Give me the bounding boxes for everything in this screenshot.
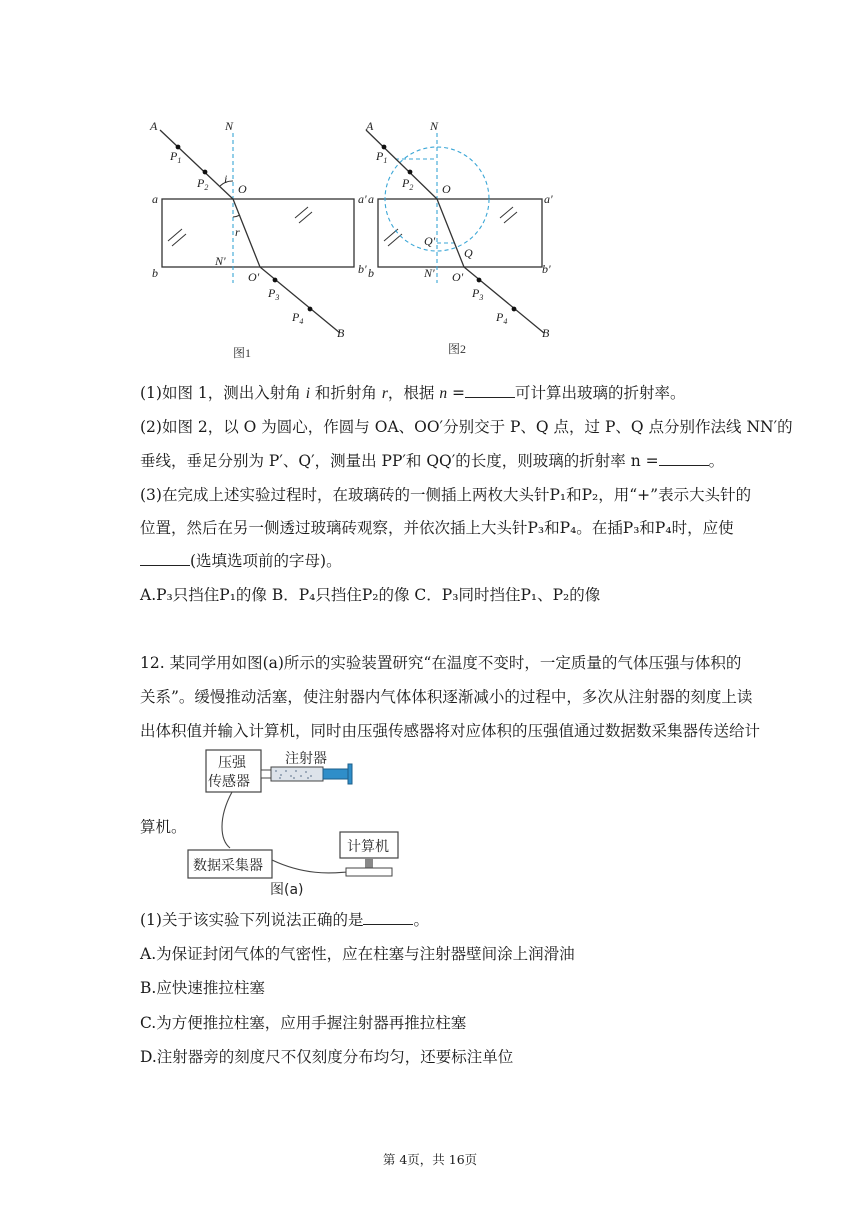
svg-text:a': a': [358, 192, 367, 206]
figure-1-caption: 图1: [233, 346, 252, 360]
svg-text:P4: $P_4$: [496, 310, 508, 326]
q11-part2-line1: (2)如图 2，以 O 为圆心，作圆与 OA、OO′分别交于 P、Q 点，过 P、Q 点分别作法线 NN′的: [140, 418, 793, 436]
svg-text:数据采集器: 数据采集器: [193, 858, 263, 874]
q12-line1: 12. 某同学用如图(a)所示的实验装置研究“在温度不变时，一定质量的气体压强与体积的: [140, 654, 742, 672]
q12-option-d: D.注射器旁的刻度尺不仅刻度分布均匀，还要标注单位: [140, 1048, 514, 1066]
svg-text:b': b': [358, 262, 367, 276]
light-ray: [366, 130, 544, 333]
q12-option-a: A.为保证封闭气体的气密性，应在柱塞与注射器壁间涂上润滑油: [140, 945, 575, 963]
svg-text:B: B: [337, 326, 345, 340]
q12-line2: 关系”。缓慢推动活塞，使注射器内气体体积逐渐减小的过程中，多次从注射器的刻度上读: [140, 688, 753, 706]
svg-text:b: b: [368, 266, 374, 280]
svg-text:N': N': [424, 266, 435, 280]
svg-text:P3: $P_3$: [472, 286, 484, 302]
q12-line3: 出体积值并输入计算机，同时由压强传感器将对应体积的压强值通过数据数采集器传送给计: [140, 722, 761, 740]
svg-text:压强: 压强: [218, 755, 246, 771]
svg-text:b': b': [542, 262, 551, 276]
figure-a-apparatus: [180, 748, 410, 898]
svg-text:P3: $P_3$: [268, 286, 280, 302]
svg-text:P2: $P_2$: [197, 176, 209, 192]
svg-text:P4: $P_4$: [292, 310, 304, 326]
svg-text:r: r: [235, 225, 240, 239]
svg-text:传感器: 传感器: [208, 774, 250, 790]
q11-part3-line2: 位置，然后在另一侧透过玻璃砖观察，并依次插上大头针P₃和P₄。在插P₃和P₄时，应使: [140, 519, 734, 537]
svg-text:B: B: [542, 326, 550, 340]
svg-text:注射器: 注射器: [285, 751, 327, 767]
svg-text:a: a: [368, 192, 374, 206]
svg-text:a': a': [544, 192, 553, 206]
svg-text:O': O': [248, 270, 260, 284]
figure-2-caption: 图2: [448, 342, 467, 356]
syringe: [271, 767, 323, 781]
figure-1: [140, 115, 370, 370]
q11-options: A.P₃只挡住P₁的像 B．P₄只挡住P₂的像 C．P₃同时挡住P₁、P₂的像: [140, 586, 601, 604]
svg-text:Q: Q: [464, 246, 473, 260]
q12-option-c: C.为方便推拉柱塞，应用手握注射器再推拉柱塞: [140, 1014, 467, 1032]
figure-a-caption: 图(a): [270, 882, 304, 898]
answer-blank[interactable]: [659, 451, 709, 466]
svg-text:N: N: [430, 119, 439, 133]
svg-text:计算机: 计算机: [347, 839, 389, 855]
light-ray: [160, 130, 340, 333]
page-footer: 第 4页，共 16页: [382, 1152, 478, 1167]
svg-text:P1: $P_1$: [170, 149, 182, 165]
svg-text:P1: $P_1$: [376, 149, 388, 165]
svg-text:b: b: [152, 266, 158, 280]
q11-part1: (1)如图 1，测出入射角 i 和折射角 r，根据 n = 可计算出玻璃的折射率。: [140, 384, 686, 402]
svg-text:Q': Q': [424, 234, 436, 248]
q12-option-b: B.应快速推拉柱塞: [140, 979, 265, 997]
svg-text:O: O: [238, 182, 247, 196]
q12-line4: 算机。: [140, 818, 187, 836]
svg-text:A: A: [150, 119, 158, 133]
svg-text:P2: $P_2$: [402, 176, 414, 192]
answer-blank[interactable]: [363, 910, 413, 925]
figure-2: [360, 115, 590, 370]
svg-text:A: A: [366, 119, 374, 133]
q11-part3-line1: (3)在完成上述实验过程时，在玻璃砖的一侧插上两枚大头针P₁和P₂，用“+”表示大头针的: [140, 486, 752, 504]
svg-text:O': O': [452, 270, 464, 284]
svg-text:N': N': [215, 254, 226, 268]
q12-sub1: (1)关于该实验下列说法正确的是 。: [140, 911, 429, 929]
q11-part3-line3: (选填选项前的字母)。: [140, 551, 342, 571]
answer-blank[interactable]: [140, 551, 190, 566]
glass-block: [162, 199, 354, 267]
answer-blank[interactable]: [465, 383, 515, 398]
svg-text:N: N: [225, 119, 234, 133]
svg-text:a: a: [152, 192, 158, 206]
svg-text:i: i: [224, 172, 228, 186]
svg-text:O: O: [442, 182, 451, 196]
q11-part2-line2: 垂线，垂足分别为 P′、Q′，测量出 PP′和 QQ′的长度，则玻璃的折射率 n = 。: [140, 452, 725, 470]
